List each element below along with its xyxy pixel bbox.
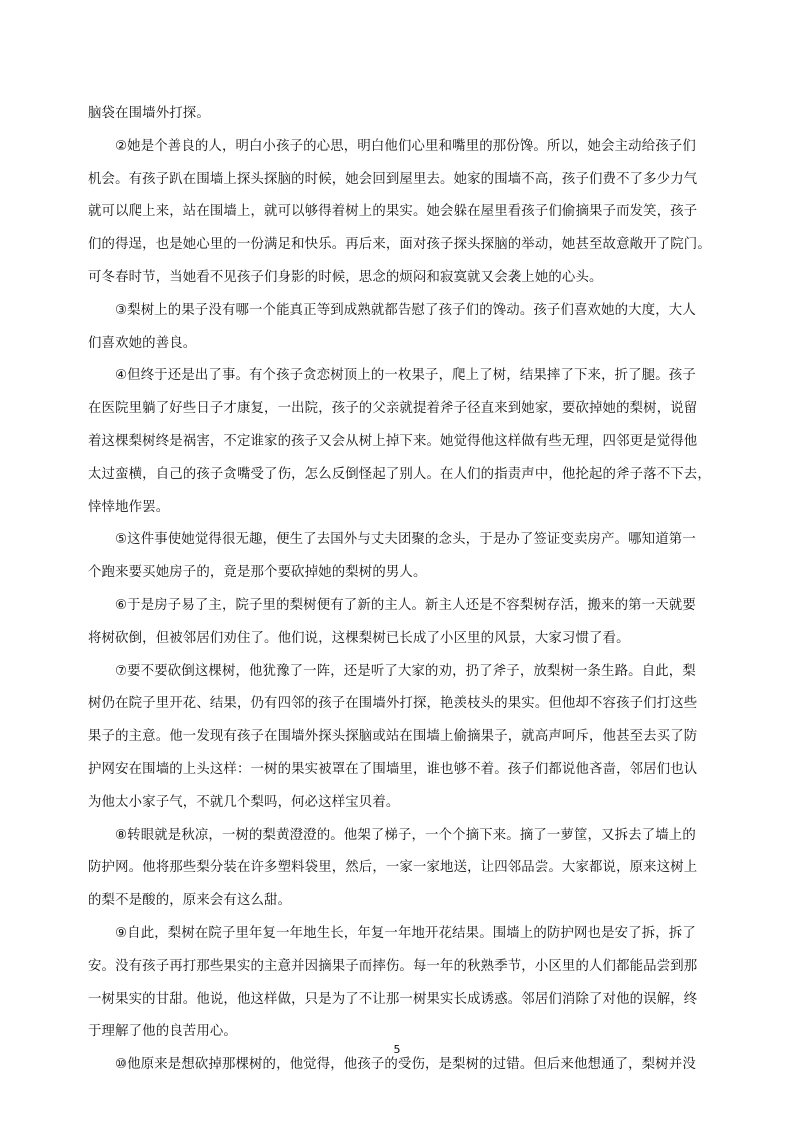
text-line: 个跑来要买她房子的，竟是那个要砍掉她的梨树的男人。 [88,565,427,581]
text-line: 机会。有孩子趴在围墙上探头探脑的时候，她会回到屋里去。她家的围墙不高，孩子们费不了多少力气 [88,171,698,187]
paragraph-9-line: ⑨自此，梨树在院子里年复一年地生长，年复一年地开花结果。围墙上的防护网也是安了拆，拆了 [115,925,696,941]
paragraph-5-line: ⑤这件事使她觉得很无趣，便生了去国外与丈夫团聚的念头，于是办了签证变卖房产。哪知道第一 [115,532,696,548]
text-line: 为他太小家子气，不就几个梨吗，何必这样宝贝着。 [88,794,400,810]
document-body [88,98,718,1082]
paragraph-4-line: ④但终于还是出了事。有个孩子贪恋树顶上的一枚果子，爬上了树，结果摔了下来，折了腿。孩子 [115,368,696,384]
text-line: 将树砍倒，但被邻居们劝住了。他们说，这棵梨树已长成了小区里的风景，大家习惯了看。 [88,630,630,646]
paragraph-6-line: ⑥于是房子易了主，院子里的梨树便有了新的主人。新主人还是不容梨树存活，搬来的第一天就要 [115,597,696,613]
text-line: 在医院里躺了好些日子才康复，一出院，孩子的父亲就提着斧子径直来到她家，要砍掉她的梨树，说留 [88,401,698,417]
text-line: 安。没有孩子再打那些果实的主意并因摘果子而摔伤。每一年的秋熟季节，小区里的人们都能品尝到那 [88,958,698,974]
paragraph-3-line: ③梨树上的果子没有哪一个能真正等到成熟就都告慰了孩子们的馋动。孩子们喜欢她的大度，大人 [115,302,696,318]
text-line: 太过蛮横，自己的孩子贪嘴受了伤，怎么反倒怪起了别人。在人们的指责声中，他抡起的斧子落不下去， [88,466,711,482]
text-line: 树仍在院子里开花、结果，仍有四邻的孩子在围墙外打探，艳羡枝头的果实。但他却不容孩子们打这些 [88,696,698,712]
paragraph-2-line: ②她是个善良的人，明白小孩子的心思，明白他们心里和嘴里的那份馋。所以，她会主动给孩子们 [115,138,696,154]
page-number: 5 [393,1043,401,1056]
text-line: 可冬春时节，当她看不见孩子们身影的时候，思念的烦闷和寂寞就又会袭上她的心头。 [88,269,603,285]
text-line: 一树果实的甘甜。他说，他这样做，只是为了不让那一树果实长成诱惑。邻居们消除了对他的误解，终 [88,991,698,1007]
text-line: 就可以爬上来，站在围墙上，就可以够得着树上的果实。她会躲在屋里看孩子们偷摘果子而发笑，孩子 [88,204,698,220]
text-line: 护网安在围墙的上头这样：一树的果实被罩在了围墙里，谁也够不着。孩子们都说他吝啬，邻居们也认 [88,761,698,777]
text-line: 于理解了他的良苦用心。 [88,1024,237,1040]
text-line: 的梨不是酸的，原来会有这么甜。 [88,893,292,909]
text-line: 着这棵梨树终是祸害，不定谁家的孩子又会从树上掉下来。她觉得他这样做有些无理，四邻更是觉得他 [88,433,698,449]
text-line: 们喜欢她的善良。 [88,335,197,351]
text-line: 脑袋在围墙外打探。 [88,106,210,121]
text-line: 们的得逞，也是她心里的一份满足和快乐。再后来，面对孩子探头探脑的举动，她甚至故意敞开了院门。 [88,237,711,253]
paragraph-8-line: ⑧转眼就是秋凉，一树的梨黄澄澄的。他架了梯子，一个个摘下来。摘了一萝筐，又拆去了墙上的 [115,827,696,843]
text-line: 防护网。他将那些梨分装在许多塑料袋里，然后，一家一家地送，让四邻品尝。大家都说，原来这树上 [88,860,698,876]
paragraph-7-line: ⑦要不要砍倒这棵树，他犹豫了一阵，还是听了大家的劝，扔了斧子，放梨树一条生路。自此，梨 [115,663,696,679]
text-line: 悻悻地作罢。 [88,499,170,515]
paragraph-10-line: ⑩他原来是想砍掉那棵树的，他觉得，他孩子的受伤，是梨树的过错。但后来他想通了，梨树并没 [115,1057,696,1073]
text-line: 果子的主意。他一发现有孩子在围墙外探头探脑或站在围墙上偷摘果子，就高声呵斥，他甚至去买了防 [88,729,698,745]
